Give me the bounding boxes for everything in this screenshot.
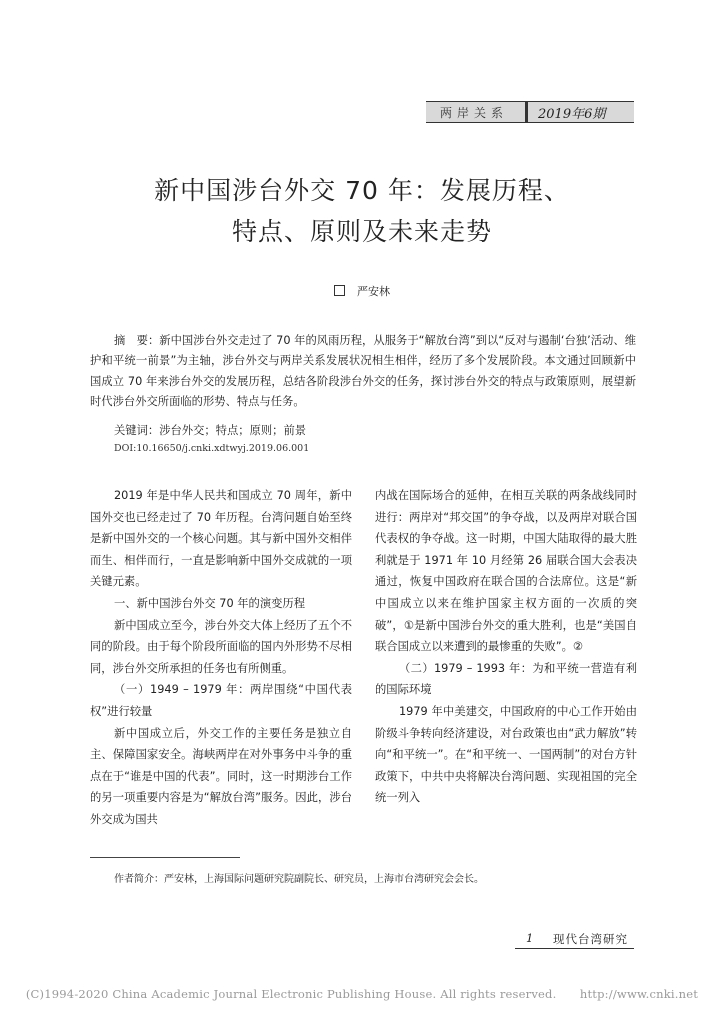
keywords: 关键词：涉台外交；特点；原则；前景 bbox=[114, 424, 307, 437]
abstract: 摘 要：新中国涉台外交走过了 70 年的风雨历程，从服务于“解放台湾”到以“反对与遏制‘台独’活动、维护和平统一前景”为主轴，涉台外交与两岸关系发展状况相生相伴，经历了多个发展阶段。本文通过回顾新中国成立 70 年来涉台外交的发展历程，总结各阶段涉台外交的任务，探讨涉台外交的特点与政策原则，展望新时代涉台外交所面临的形势、特点与任务。 bbox=[90, 334, 636, 409]
subsection-heading: （二）1979 – 1993 年：为和平统一营造有利的国际环境 bbox=[375, 661, 637, 697]
subsection-heading: （一）1949 – 1979 年：两岸围绕“中国代表权”进行较量 bbox=[90, 683, 352, 718]
paragraph: 内战在国际场合的延伸，在相互关联的两条战线同时进行：两岸对“邦交国”的争夺战，以及两岸对联合国代表权的争夺战。这一时期，中国大陆取得的最大胜利就是于 1971 年 10 月经第 26 届联合国大会表决通过，恢复中国政府在联合国的合法席位。这是“新中国成立以来在维护国家主权方面的一次质的突破”，①是新中国涉台外交的重大胜利，也是“美国自联合国成立以来遭到的最惨重的失败”。② bbox=[375, 489, 637, 654]
author-box-icon bbox=[334, 285, 345, 296]
article-title bbox=[40, 170, 684, 252]
copyright-notice: (C)1994-2020 China Academic Journal Electronic Publishing House. All rights reserved. http://www.cnki.net bbox=[25, 987, 699, 1001]
header-divider bbox=[525, 102, 528, 122]
paragraph: 新中国成立后，外交工作的主要任务是独立自主、保障国家安全。海峡两岸在对外事务中斗争的重点在于“谁是中国的代表”。同时，这一时期涉台工作的另一项重要内容是为“解放台湾”服务。因此，涉台外交成为国共 bbox=[90, 726, 352, 826]
journal-name: 现代台湾研究 bbox=[553, 932, 628, 946]
author-name: 严安林 bbox=[357, 285, 390, 298]
doi: DOI:10.16650/j.cnki.xdtwyj.2019.06.001 bbox=[114, 443, 310, 454]
header-section-label: 两岸关系 bbox=[440, 106, 509, 120]
paragraph: 新中国成立至今，涉台外交大体上经历了五个不同的阶段。由于每个阶段所面临的国内外形势不尽相同，涉台外交所承担的任务也有所侧重。 bbox=[90, 618, 352, 675]
paragraph: 2019 年是中华人民共和国成立 70 周年，新中国外交也已经走过了 70 年历程。台湾问题自始至终是新中国外交的一个核心问题。其与新中国外交相伴而生、相伴而行，一直是影响新中国外交成就的一项关键元素。 bbox=[90, 489, 352, 589]
page-footer bbox=[515, 931, 634, 949]
running-header bbox=[426, 101, 634, 123]
section-heading: 一、新中国涉台外交 70 年的演变历程 bbox=[114, 596, 306, 610]
author-line bbox=[0, 283, 724, 299]
footnote-rule bbox=[90, 857, 240, 858]
title-line-2: 特点、原则及未来走势 bbox=[231, 217, 492, 246]
author-footnote: 作者简介：严安林，上海国际问题研究院副院长、研究员，上海市台湾研究会会长。 bbox=[114, 874, 484, 885]
body-column-right bbox=[375, 485, 637, 809]
body-column-left bbox=[90, 485, 352, 831]
paragraph: 1979 年中美建交，中国政府的中心工作开始由阶级斗争转向经济建设，对台政策也由“武力解放”转向“和平统一”。在“和平统一、一国两制”的对台方针政策下，中共中央将解决台湾问题、实现祖国的完全统一列入 bbox=[375, 704, 637, 805]
page-number: 1 bbox=[526, 931, 534, 945]
header-issue-label: 2019年6期 bbox=[538, 107, 606, 122]
title-line-1: 新中国涉台外交 70 年：发展历程、 bbox=[154, 176, 570, 205]
